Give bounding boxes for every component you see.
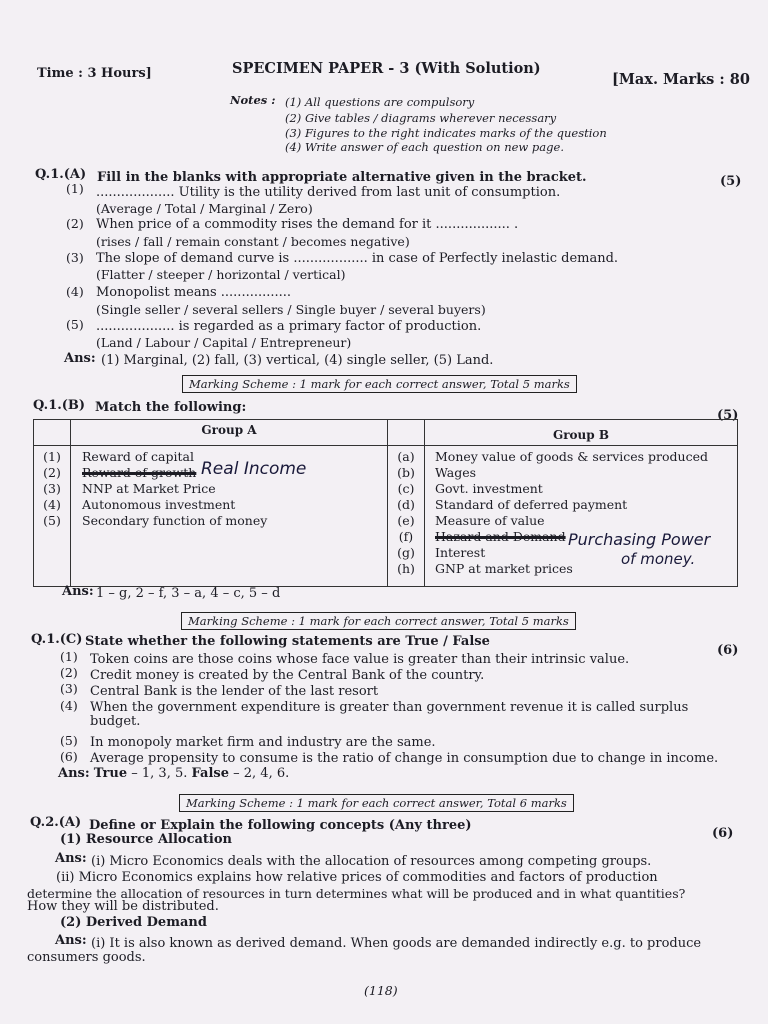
- q1c-number: Q.1.(C): [31, 632, 83, 647]
- q1a-item-number: (3): [66, 250, 84, 265]
- q1a-item-number: (1): [66, 181, 84, 196]
- group-b-letters: [388, 446, 425, 587]
- q2a-sub1-answer: determine the allocation of resources in turn determines what will be produced and in what quantities?: [27, 886, 686, 901]
- q1a-item-question: ................... is regarded as a primary factor of production.: [96, 319, 482, 334]
- q1a-answer: (1) Marginal, (2) fall, (3) vertical, (4) single seller, (5) Land.: [101, 353, 494, 368]
- q2a-sub1-answer: (ii) Micro Economics explains how relative prices of commodities and factors of production: [56, 870, 658, 885]
- q1a-answer-label: Ans:: [64, 351, 96, 366]
- q1a-item-options: (rises / fall / remain constant / becomes negative): [96, 234, 410, 249]
- note-item: (1) All questions are compulsory: [285, 95, 475, 109]
- group-b-letter: (b): [397, 465, 415, 480]
- group-b-item: GNP at market prices: [435, 561, 573, 576]
- q1a-item-question: The slope of demand curve is .................. in case of Perfectly inelastic demand.: [96, 251, 619, 266]
- q1c-item-number: (5): [60, 733, 78, 748]
- q1a-item-question: When price of a commodity rises the demand for it .................. .: [96, 217, 519, 232]
- note-item: (2) Give tables / diagrams wherever necessary: [285, 111, 557, 125]
- q1c-item-text: When the government expenditure is greater than government revenue it is called surplus: [90, 700, 689, 715]
- q2a-sub2-answer: (i) It is also known as derived demand. When goods are demanded indirectly e.g. to produce: [91, 936, 702, 951]
- q1c-item-number: (1): [60, 649, 78, 664]
- q2a-sub1-answer: (i) Micro Economics deals with the allocation of resources among competing groups.: [91, 854, 652, 869]
- group-b-header: Group B: [425, 420, 738, 446]
- group-b-item: Money value of goods & services produced: [435, 449, 708, 464]
- group-b-items: [425, 446, 738, 587]
- q1c-item-text: Average propensity to consume is the ratio of change in consumption due to change in income.: [90, 751, 719, 766]
- q1a-item-question: ................... Utility is the utility derived from last unit of consumption.: [96, 185, 561, 200]
- q2a-number: Q.2.(A): [30, 815, 82, 830]
- q2a-sub2-answer-label: Ans:: [55, 933, 87, 948]
- group-b-letter: (e): [397, 513, 415, 528]
- note-item: (4) Write answer of each question on new page.: [285, 140, 564, 154]
- group-b-item: Wages: [435, 465, 477, 480]
- q1b-title: Match the following:: [95, 400, 247, 415]
- q2a-sub2-title: (2) Derived Demand: [60, 915, 207, 930]
- q1a-marking-scheme: Marking Scheme : 1 mark for each correct answer, Total 5 marks: [182, 375, 577, 393]
- q2a-marks: (6): [712, 826, 734, 841]
- q1c-item-text: Central Bank is the lender of the last resort: [90, 684, 379, 699]
- group-a-item: Reward of capital: [82, 449, 194, 464]
- group-b-item: Measure of value: [435, 513, 545, 528]
- q2a-title: Define or Explain the following concepts (Any three): [89, 818, 472, 833]
- q1a-item-number: (2): [66, 216, 84, 231]
- group-a-item: NNP at Market Price: [82, 481, 216, 496]
- note-item: (3) Figures to the right indicates marks of the question: [285, 126, 607, 140]
- q1c-item-text: Token coins are those coins whose face value is greater than their intrinsic value.: [90, 652, 630, 667]
- q1b-marking-scheme: Marking Scheme : 1 mark for each correct answer, Total 5 marks: [181, 612, 576, 630]
- handwritten-note: of money.: [621, 550, 696, 568]
- group-a-number: (5): [43, 513, 61, 528]
- group-a-number: (3): [43, 481, 61, 496]
- q1c-answer: Ans: True – 1, 3, 5. False – 2, 4, 6.: [58, 766, 290, 781]
- group-b-letter: (f): [398, 529, 414, 544]
- group-b-item-struck: Hazard and Demand: [435, 529, 566, 544]
- q1c-item-text: Credit money is created by the Central Bank of the country.: [90, 668, 485, 683]
- q1a-item-number: (4): [66, 284, 84, 299]
- group-a-numbers: [34, 446, 71, 587]
- q2a-sub2-answer: consumers goods.: [27, 950, 146, 965]
- group-b-letter: (a): [397, 449, 415, 464]
- q1a-number: Q.1.(A): [35, 167, 87, 182]
- group-b-item: Interest: [435, 545, 486, 560]
- q1a-item-options: (Flatter / steeper / horizontal / vertical): [96, 267, 346, 282]
- group-b-letter: (d): [397, 497, 415, 512]
- q1a-item-question: Monopolist means .................: [96, 285, 292, 300]
- handwritten-note: Real Income: [201, 459, 307, 479]
- group-b-letter: (c): [397, 481, 415, 496]
- q1a-item-options: (Single seller / several sellers / Single buyer / several buyers): [96, 302, 486, 317]
- q1a-item-number: (5): [66, 317, 84, 332]
- group-a-header: Group A: [71, 420, 388, 446]
- group-a-item-struck: Reward of growth: [82, 465, 197, 480]
- group-b-item: Govt. investment: [435, 481, 543, 496]
- max-marks-label: [Max. Marks : 80: [612, 71, 750, 88]
- q1b-answer-label: Ans:: [62, 584, 94, 599]
- q1c-title: State whether the following statements are True / False: [85, 634, 490, 649]
- group-a-item: Autonomous investment: [82, 497, 236, 512]
- q1c-item-text-cont: budget.: [90, 714, 141, 729]
- q1c-item-text: In monopoly market firm and industry are the same.: [90, 735, 436, 750]
- group-a-number: (2): [43, 465, 61, 480]
- q1a-marks: (5): [720, 174, 742, 189]
- group-b-item: Standard of deferred payment: [435, 497, 628, 512]
- group-a-items: [71, 446, 388, 587]
- group-a-number: (4): [43, 497, 61, 512]
- q2a-sub1-answer: How they will be distributed.: [27, 899, 219, 914]
- q1a-title: Fill in the blanks with appropriate alternative given in the bracket.: [97, 170, 587, 185]
- page-number: (118): [364, 983, 398, 998]
- q1c-item-number: (3): [60, 681, 78, 696]
- q1c-item-number: (2): [60, 665, 78, 680]
- group-a-number: (1): [43, 449, 61, 464]
- q1a-item-options: (Average / Total / Marginal / Zero): [96, 201, 313, 216]
- q1c-marking-scheme: Marking Scheme : 1 mark for each correct answer, Total 6 marks: [179, 794, 574, 812]
- match-table: [33, 419, 738, 587]
- q2a-sub1-title: (1) Resource Allocation: [60, 832, 232, 847]
- group-b-letter: (h): [397, 561, 415, 576]
- q1c-item-number: (4): [60, 698, 78, 713]
- page-title: SPECIMEN PAPER - 3 (With Solution): [232, 60, 541, 77]
- q2a-sub1-answer-label: Ans:: [55, 851, 87, 866]
- q1c-marks: (6): [717, 643, 739, 658]
- q1a-item-options: (Land / Labour / Capital / Entrepreneur): [96, 335, 352, 350]
- notes-label: Notes :: [230, 93, 276, 107]
- group-b-letter: (g): [397, 545, 415, 560]
- group-a-item: Secondary function of money: [82, 513, 268, 528]
- q1b-number: Q.1.(B): [33, 398, 86, 413]
- q1b-marks: (5): [717, 408, 739, 423]
- q1b-answer: 1 – g, 2 – f, 3 – a, 4 – c, 5 – d: [96, 586, 281, 601]
- q1c-item-number: (6): [60, 749, 78, 764]
- handwritten-note: Purchasing Power: [568, 530, 711, 549]
- time-label: Time : 3 Hours]: [37, 66, 152, 81]
